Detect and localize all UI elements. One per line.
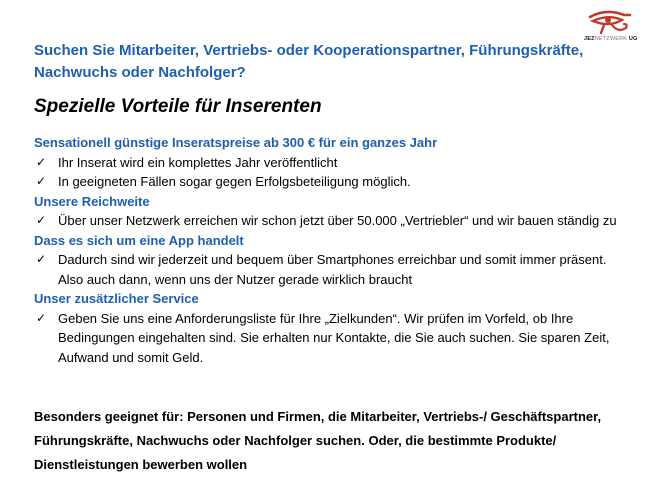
section-heading-prices: Sensationell günstige Inseratspreise ab 300 € für ein ganzes Jahr [34,135,438,150]
list-item [34,250,634,289]
logo-text-ug: UG [627,36,638,42]
closing-statement: Besonders geeignet für: Personen und Firmen, die Mitarbeiter, Vertriebs-/ Geschäftspartner, Führungskräfte, Nachwuchs oder Nachfolger suchen. Oder, die bestimmte Produkte/ Dienstleistungen bewerben wollen [34,409,602,472]
list-item [34,211,634,231]
headline: Suchen Sie Mitarbeiter, Vertriebs- oder Kooperationspartner, Führungskräfte, Nachwuchs oder Nachfolger? [34,42,584,81]
list-item-text: Geben Sie uns eine Anforderungsliste für Ihre „Zielkunden“. Wir prüfen im Vorfeld, ob Ihre Bedingungen eingehalten sind. Sie erhalten nur Kontakte, die Sie auch suchen. Sie sparen Zeit, Aufwand und somit Geld. [58,310,610,365]
checkmark-icon: ✓ [36,174,47,188]
benefits-list [34,133,634,367]
list-item-text: In geeigneten Fällen sogar gegen Erfolgsbeteiligung möglich. [58,174,411,189]
list-item-text: Über unser Netzwerk erreichen wir schon jetzt über 50.000 „Vertriebler“ und wir bauen ständig zu [58,213,617,228]
list-item [34,309,634,368]
logo-text-jez: JEZ [584,36,595,42]
checkmark-icon: ✓ [36,213,47,227]
list-item-text: Ihr Inserat wird ein komplettes Jahr veröffentlicht [58,154,338,170]
checkmark-icon: ✓ [36,252,47,266]
list-item [34,172,634,192]
section-heading-reach: Unsere Reichweite [34,193,150,209]
eye-of-horus-icon [584,6,636,36]
list-item-text: Dadurch sind wir jederzeit und bequem über Smartphones erreichbar und somit immer präsent. Also auch dann, wenn uns der Nutzer gerade wirklich braucht [58,252,607,287]
section-heading-service: Unser zusätzlicher Service [34,291,199,306]
list-item [34,153,634,173]
logo-text-netzwerk: NETZWERK [594,36,628,42]
section-heading-app: Dass es sich um eine App handelt [34,232,244,248]
page-subtitle: Spezielle Vorteile für Inserenten [34,96,322,117]
checkmark-icon: ✓ [36,310,47,325]
checkmark-icon: ✓ [36,154,47,169]
